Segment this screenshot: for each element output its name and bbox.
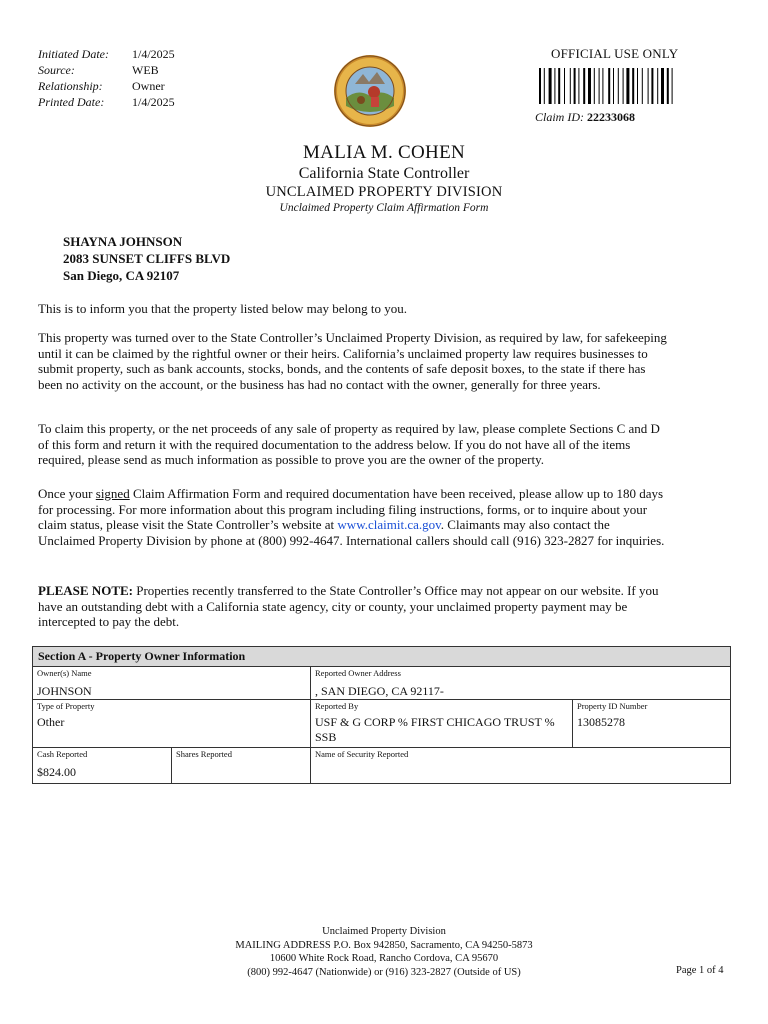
division-name: UNCLAIMED PROPERTY DIVISION: [265, 184, 503, 200]
reported-by-label: Reported By: [315, 701, 359, 711]
owner-name-cell: [33, 667, 311, 699]
processing-text-a: Once your: [38, 486, 96, 501]
recipient-city: San Diego, CA 92107: [63, 268, 180, 283]
property-row: [33, 700, 730, 748]
meta-source-label: Source:: [38, 63, 75, 77]
shares-reported-label: Shares Reported: [176, 749, 232, 759]
intro-paragraph: This is to inform you that the property listed below may belong to you.: [38, 301, 408, 316]
page-number: Page 1 of 4: [676, 965, 724, 976]
security-name-label: Name of Security Reported: [315, 749, 409, 759]
owner-row: [33, 667, 730, 700]
owner-address-cell: [311, 667, 730, 699]
meta-printed-label: Printed Date:: [38, 95, 105, 109]
footer-mailing-address: MAILING ADDRESS P.O. Box 942850, Sacramento, CA 94250-5873: [235, 939, 533, 951]
recipient-address: [63, 233, 230, 284]
section-a-property-owner-information: [32, 646, 731, 784]
claim-instructions-paragraph: To claim this property, or the net proceeds of any sale of property as required by law, please complete Sections C and D of this form and return it with the required documentation to the address below. If you do not have all of the items required, please send as much information as possible to prove you are the owner of the property.: [38, 421, 660, 467]
meta-initiated-value: 1/4/2025: [132, 47, 175, 61]
controller-office: California State Controller: [298, 165, 470, 182]
claim-id: [535, 110, 635, 125]
meta-source-value: WEB: [132, 63, 159, 77]
processing-paragraph: [38, 486, 668, 548]
claim-id-value: 22233068: [587, 110, 635, 124]
property-type-label: Type of Property: [37, 701, 95, 711]
security-name-cell: [311, 748, 730, 783]
property-type-value: Other: [37, 715, 65, 729]
cash-row: [33, 748, 730, 783]
mailing-address-footer: [0, 925, 768, 979]
footer-division: Unclaimed Property Division: [322, 926, 446, 937]
processing-text-b: Claim Affirmation Form and required documentation have been received, please allow up to 180 days for processing. For more information about this program including filing instructions, forms, or to inquire about your claim status, please visit the State Controller’s website at: [38, 486, 664, 532]
cash-reported-label: Cash Reported: [37, 749, 88, 759]
meta-initiated: [38, 46, 175, 62]
document-meta: [38, 46, 175, 110]
document-header: [0, 142, 768, 216]
cash-reported-value: $824.00: [37, 765, 76, 779]
meta-printed: [38, 94, 175, 110]
reported-by-cell: [311, 700, 573, 747]
footer-street-address: 10600 White Rock Road, Rancho Cordova, CA 95670: [269, 953, 499, 964]
meta-relationship-label: Relationship:: [38, 79, 103, 93]
property-type-cell: [33, 700, 311, 747]
please-note-label: PLEASE NOTE:: [38, 583, 133, 598]
recipient-name: SHAYNA JOHNSON: [63, 234, 183, 249]
meta-relationship-value: Owner: [132, 79, 165, 93]
owner-address-label: Reported Owner Address: [315, 668, 401, 678]
processing-text-c: . Claimants may also contact the Unclaimed Property Division by phone at (800) 992-4647. International callers should call (916) 323-2827 for inquiries.: [38, 517, 665, 548]
meta-initiated-label: Initiated Date:: [38, 47, 109, 61]
owner-address-value: , SAN DIEGO, CA 92117-: [315, 684, 444, 698]
form-title: Unclaimed Property Claim Affirmation Form: [279, 202, 489, 214]
meta-relationship: [38, 78, 175, 94]
property-explanation-paragraph: This property was turned over to the State Controller’s Unclaimed Property Division, as required by law, for safekeeping until it can be claimed by the rightful owner or their heirs. California’s unclaimed property law requires businesses to submit property, such as bank accounts, stocks, bonds, and the contents of safe deposit boxes, to the state if there has been no activity on the account, or the business has had no contact with the owner, generally for three years.: [38, 330, 667, 392]
property-id-label: Property ID Number: [577, 701, 648, 711]
please-note-paragraph: [38, 583, 668, 630]
controller-name: MALIA M. COHEN: [302, 142, 465, 163]
california-state-seal-icon: [333, 54, 407, 128]
meta-source: [38, 62, 175, 78]
reported-by-value: USF & G CORP % FIRST CHICAGO TRUST % SSB: [315, 715, 555, 744]
meta-printed-value: 1/4/2025: [132, 95, 175, 109]
footer-phone: (800) 992-4647 (Nationwide) or (916) 323-2827 (Outside of US): [247, 966, 521, 978]
claimit-website-link[interactable]: www.claimit.ca.gov: [337, 517, 441, 532]
property-id-value: 13085278: [577, 715, 625, 729]
claim-id-label: Claim ID:: [535, 110, 584, 124]
cash-reported-cell: [33, 748, 172, 783]
official-use-label: OFFICIAL USE ONLY: [551, 46, 679, 61]
recipient-street: 2083 SUNSET CLIFFS BLVD: [63, 251, 231, 266]
section-a-title: Section A - Property Owner Information: [33, 647, 730, 667]
owner-name-label: Owner(s) Name: [37, 668, 92, 678]
property-id-cell: [573, 700, 730, 747]
shares-reported-cell: [172, 748, 311, 783]
signed-word: signed: [95, 486, 130, 501]
barcode-icon: [539, 68, 709, 104]
please-note-text: Properties recently transferred to the State Controller’s Office may not appear on our website. If you have an outstanding debt with a California state agency, city or county, your unclaimed property payment may be intercepted to pay the debt.: [38, 583, 659, 629]
owner-name-value: JOHNSON: [37, 684, 92, 698]
